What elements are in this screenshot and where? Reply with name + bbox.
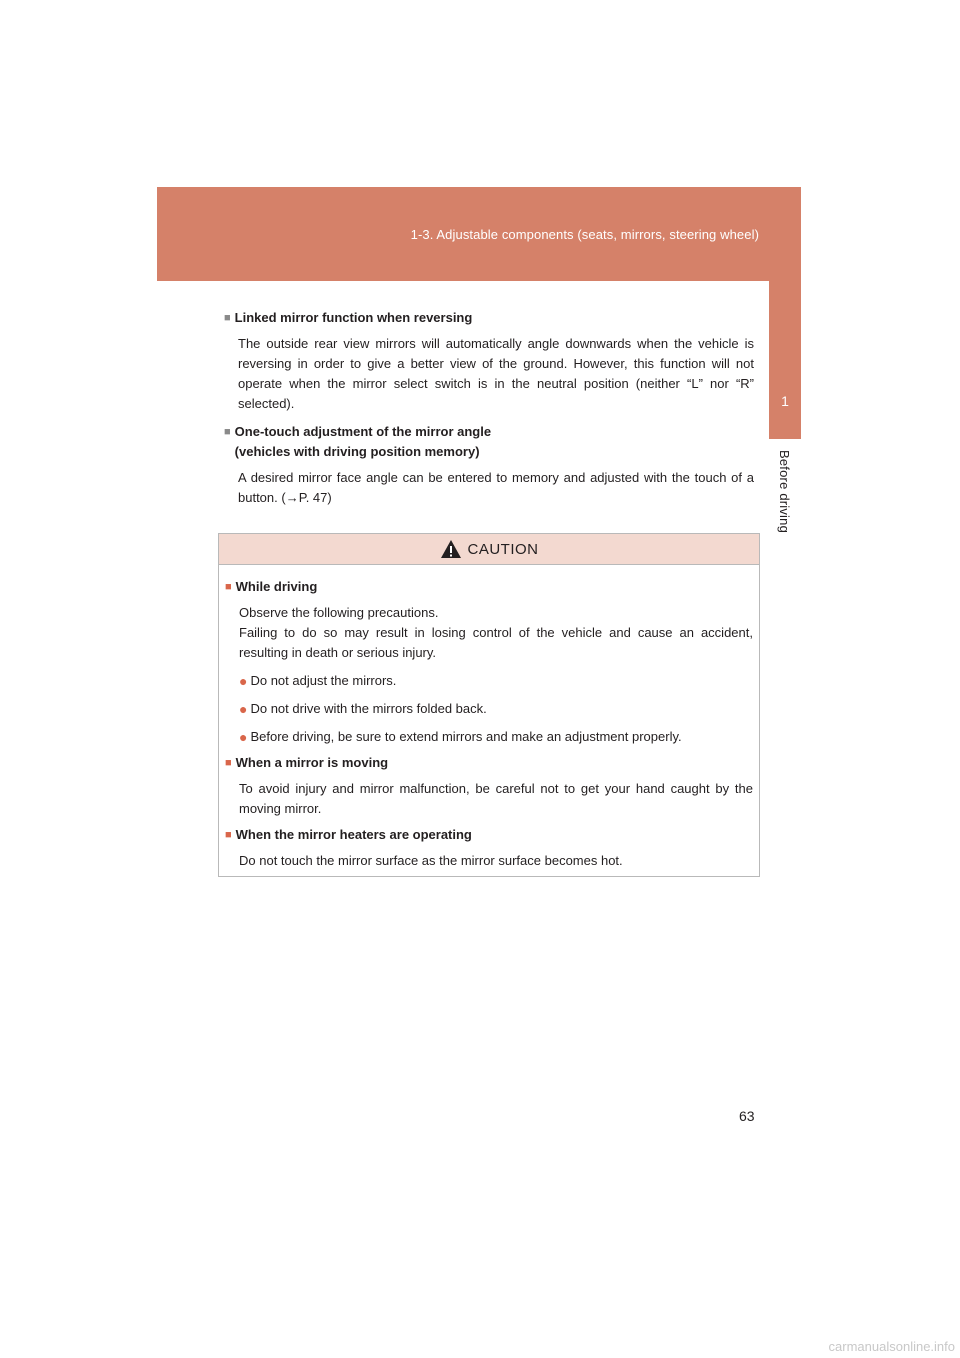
page-number: 63 xyxy=(739,1108,755,1124)
caution-box xyxy=(218,533,760,877)
circle-bullet-icon: ● xyxy=(239,729,248,745)
caution-text: To avoid injury and mirror malfunction, be careful not to get your hand caught by the moving mirror. xyxy=(239,781,753,816)
section-one-touch xyxy=(224,422,754,508)
square-bullet-icon: ■ xyxy=(224,426,231,438)
arrow-right-icon: → xyxy=(285,490,299,505)
caution-title: CAUTION xyxy=(467,540,539,558)
list-item: ● Do not adjust the mirrors. xyxy=(239,673,397,689)
circle-bullet-icon: ● xyxy=(239,701,248,717)
caution-text: Observe the following precautions. Failing to do so may result in losing control of the vehicle and cause an accident, resulting in death or serious injury. xyxy=(239,605,753,660)
square-bullet-icon: ■ xyxy=(225,581,232,593)
section-heading: ■ One-touch adjustment of the mirror angle (vehicles with driving position memory) xyxy=(224,422,754,462)
section-linked-mirror xyxy=(224,308,754,414)
caution-heading-heaters: ■ When the mirror heaters are operating xyxy=(225,825,753,845)
watermark: carmanualsonline.info xyxy=(828,1339,955,1354)
section-heading: ■ Linked mirror function when reversing xyxy=(224,308,754,328)
caution-text: Do not touch the mirror surface as the mirror surface becomes hot. xyxy=(239,853,623,868)
main-content xyxy=(224,308,754,508)
section-body: The outside rear view mirrors will automatically angle downwards when the vehicle is reversing in order to give a better view of the ground. However, this function will not operate when the mirror select switch is in the neutral position (neither “L” nor “R” selected). xyxy=(238,336,754,411)
caution-heading-mirror-moving: ■ When a mirror is moving xyxy=(225,753,753,773)
circle-bullet-icon: ● xyxy=(239,673,248,689)
page-reference-link[interactable]: P. 47) xyxy=(298,490,332,505)
warning-triangle-icon xyxy=(440,539,462,559)
list-item: ● Do not drive with the mirrors folded back. xyxy=(239,701,487,717)
caution-heading-while-driving: ■ While driving xyxy=(225,577,753,597)
square-bullet-icon: ■ xyxy=(224,312,231,324)
chapter-header-band xyxy=(157,187,801,281)
square-bullet-icon: ■ xyxy=(225,757,232,769)
caution-body xyxy=(219,565,759,871)
chapter-side-label: Before driving xyxy=(777,450,792,534)
section-body: A desired mirror face angle can be entered to memory and adjusted with the touch of a button. (→P. 47) xyxy=(238,470,754,505)
square-bullet-icon: ■ xyxy=(225,829,232,841)
chapter-side-tab xyxy=(769,281,801,439)
chapter-title: 1-3. Adjustable components (seats, mirrors, steering wheel) xyxy=(410,227,759,242)
chapter-number: 1 xyxy=(781,393,789,409)
list-item: ● Before driving, be sure to extend mirrors and make an adjustment properly. xyxy=(239,729,682,745)
caution-header xyxy=(219,534,759,565)
